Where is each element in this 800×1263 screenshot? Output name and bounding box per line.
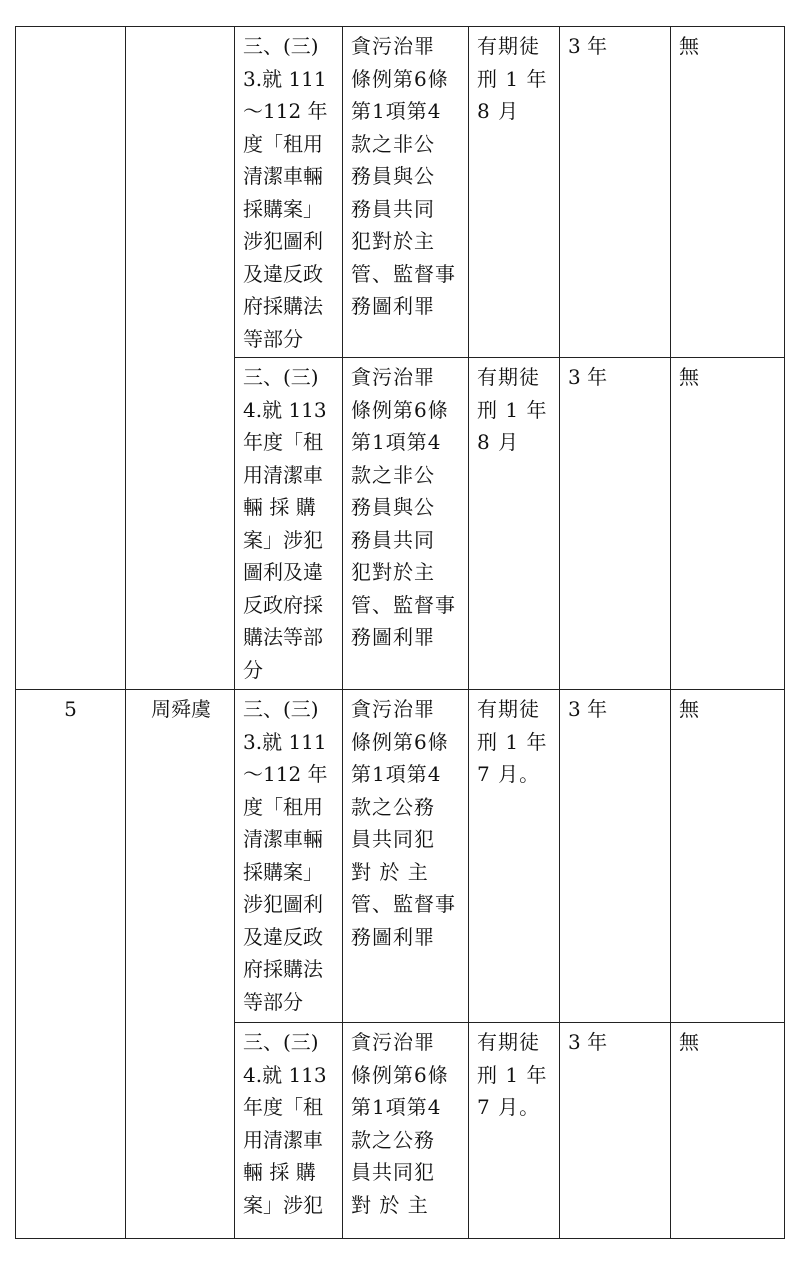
row-number-cell bbox=[16, 27, 126, 358]
crime-cell: 貪污治罪 條例第6條 第1項第4 款之非公 務員與公 務員共同 犯對於主 管、監督事 務圖利罪 bbox=[343, 358, 469, 690]
crime-cell: 貪污治罪 條例第6條 第1項第4 款之非公 務員與公 務員共同 犯對於主 管、監督事 務圖利罪 bbox=[343, 27, 469, 358]
other-cell: 無 bbox=[671, 358, 785, 690]
charge-clause-cell: 三、(三) 3.就 111 ～112 年 度「租用 清潔車輛 採購案」 涉犯圖利 及違反政 府採購法 等部分 bbox=[235, 27, 343, 358]
sentence-cell: 有期徒 刑 1 年 8 月 bbox=[469, 27, 560, 358]
row-number-cell bbox=[16, 358, 126, 690]
table-row bbox=[16, 690, 785, 1023]
table-row bbox=[16, 358, 785, 690]
probation-cell: 3 年 bbox=[560, 1023, 671, 1239]
probation-cell: 3 年 bbox=[560, 690, 671, 1023]
other-cell: 無 bbox=[671, 690, 785, 1023]
defendant-name-cell: 周舜虞 bbox=[126, 690, 235, 1023]
table-row bbox=[16, 27, 785, 358]
sentence-cell: 有期徒 刑 1 年 7 月。 bbox=[469, 1023, 560, 1239]
sentence-cell: 有期徒 刑 1 年 8 月 bbox=[469, 358, 560, 690]
row-number-cell: 5 bbox=[16, 690, 126, 1023]
table-row bbox=[16, 1023, 785, 1239]
defendant-name-cell bbox=[126, 358, 235, 690]
probation-cell: 3 年 bbox=[560, 358, 671, 690]
defendant-name-cell bbox=[126, 27, 235, 358]
probation-cell: 3 年 bbox=[560, 27, 671, 358]
judgment-table bbox=[15, 26, 785, 1239]
other-cell: 無 bbox=[671, 27, 785, 358]
charge-clause-cell: 三、(三) 4.就 113 年度「租 用清潔車 輛 採 購 案」涉犯 bbox=[235, 1023, 343, 1239]
crime-cell: 貪污治罪 條例第6條 第1項第4 款之公務 員共同犯 對 於 主 管、監督事 務圖利罪 bbox=[343, 690, 469, 1023]
defendant-name-cell bbox=[126, 1023, 235, 1239]
charge-clause-cell: 三、(三) 4.就 113 年度「租 用清潔車 輛 採 購 案」涉犯 圖利及違 反政府採 購法等部 分 bbox=[235, 358, 343, 690]
other-cell: 無 bbox=[671, 1023, 785, 1239]
crime-cell: 貪污治罪 條例第6條 第1項第4 款之公務 員共同犯 對 於 主 bbox=[343, 1023, 469, 1239]
row-number-cell bbox=[16, 1023, 126, 1239]
charge-clause-cell: 三、(三) 3.就 111 ～112 年 度「租用 清潔車輛 採購案」 涉犯圖利 及違反政 府採購法 等部分 bbox=[235, 690, 343, 1023]
sentence-cell: 有期徒 刑 1 年 7 月。 bbox=[469, 690, 560, 1023]
